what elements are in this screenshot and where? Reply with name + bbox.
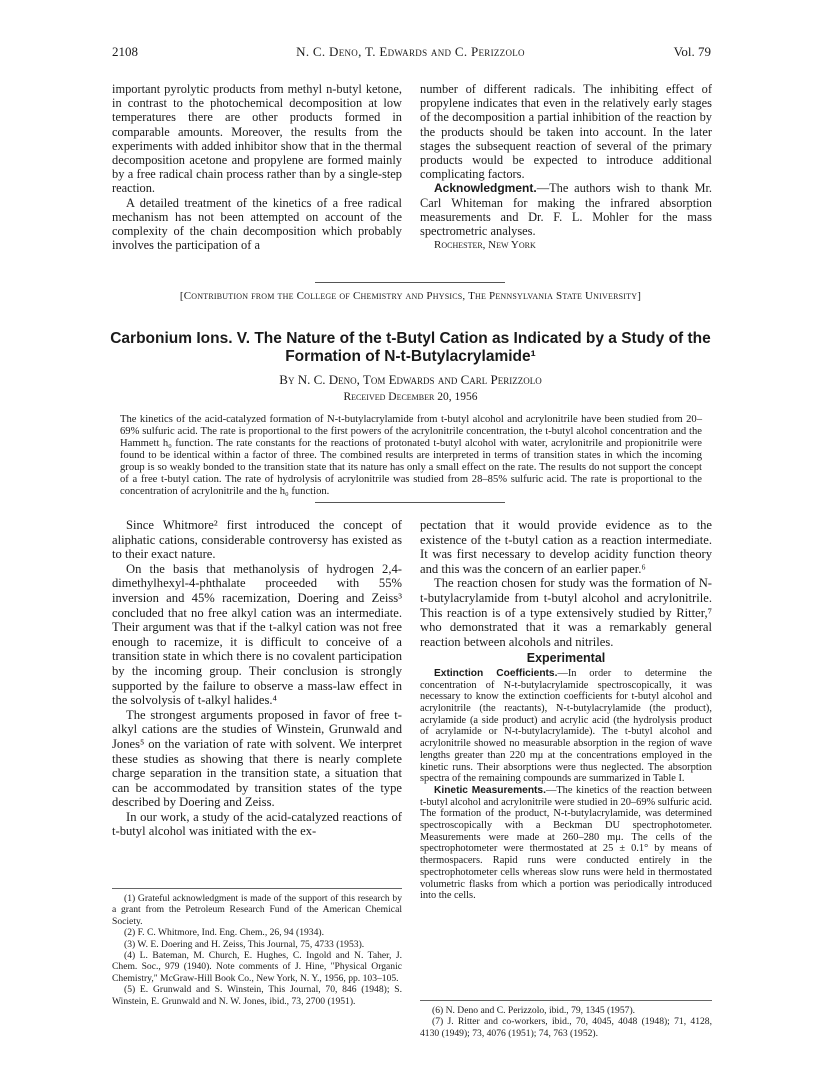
footnote-rule [420, 1000, 712, 1001]
footnote: (4) L. Bateman, M. Church, E. Hughes, C. Ingold and N. Taher, J. Chem. Soc., 979 (1940). Note comments of J. Hine, "Physical Organic Chemistry," McGraw-Hill Book Co., New York, N. Y., 1956, pp. 103–105. [112, 950, 402, 984]
prev-article-left-column [112, 82, 402, 252]
article-separator [315, 282, 505, 283]
kinetic-heading: Kinetic Measurements. [434, 784, 546, 796]
footnote: (2) F. C. Whitmore, Ind. Eng. Chem., 26, 94 (1934). [124, 927, 324, 939]
body-right-column [420, 518, 712, 902]
page-number: 2108 [112, 44, 138, 59]
footnotes-right [420, 1005, 712, 1039]
title-line-1: Carbonium Ions. V. The Nature of the t-Butyl Cation as Indicated by a Study of the [110, 330, 711, 347]
experimental-heading: Experimental [526, 651, 606, 666]
running-title: N. C. Deno, T. Edwards and C. Perizzolo [296, 44, 525, 59]
acknowledgment [420, 181, 712, 238]
acknowledgment-text: —The authors wish to thank Mr. Carl Whiteman for making the infrared absorption measurements and Dr. F. L. Mohler for the mass spectrometric analyses. [420, 181, 712, 239]
footnote: (3) W. E. Doering and H. Zeiss, This Journal, 75, 4733 (1953). [124, 938, 365, 950]
kinetic-text: —The kinetics of the reaction between t-butyl alcohol and acrylonitrile were studied in 20–69% sulfuric acid. The formation of the product, N-t-butylacrylamide, was determined spectroscopically with a Beckman DU spectrophotometer. Measurements were made at 260–280 mμ. The cells of the spectrophotometer were thermostated at 25 ± 0.1° by means of thermospacers. Rapid runs were conducted entirely in the spectrophotometer cells whereas slow runs were held in thermostated volumetric flasks from which a portion was periodically introduced into the cells. [420, 784, 713, 902]
footnote: (5) E. Grunwald and S. Winstein, This Journal, 70, 846 (1948); S. Winstein, E. Grunwald and N. W. Jones, ibid., 73, 2700 (1951). [112, 984, 402, 1007]
body-paragraph: In our work, a study of the acid-catalyzed reactions of t-butyl alcohol was initiated with the ex- [112, 809, 402, 839]
acknowledgment-heading: Acknowledgment. [434, 181, 537, 196]
prev-paragraph: important pyrolytic products from methyl n-butyl ketone, in contrast to the photochemical decomposition at low temperatures there are other products formed in comparable amounts. Moreover, the results from the experiments with added inhibitor show that in the thermal decomposition acetone and propylene are formed mainly by a free radical chain process rather than by a single-step reaction. [112, 82, 402, 196]
footnotes-left [112, 893, 402, 1007]
body-paragraph: The reaction chosen for study was the formation of N-t-butylacrylamide from t-butyl alcohol and acrylonitrile. This reaction is of a type extensively studied by Ritter,⁷ who demonstrated that it was a remarkably general reaction between alcohols and nitriles. [420, 576, 712, 649]
footnote: (6) N. Deno and C. Perizzolo, ibid., 79, 1345 (1957). [432, 1005, 636, 1016]
received-date: Received December 20, 1956 [343, 391, 478, 403]
prev-paragraph: A detailed treatment of the kinetics of a free radical mechanism has not been attempted on account of the complexity of the chain decomposition which probably involves the participation of a [112, 195, 402, 253]
footnote: (7) J. Ritter and co-workers, ibid., 70, 4045, 4048 (1948); 71, 4128, 4130 (1949); 73, 4076 (1951); 74, 763 (1952). [420, 1016, 712, 1039]
extinction-paragraph [420, 668, 712, 785]
volume-label: Vol. 79 [673, 44, 711, 59]
prev-paragraph: number of different radicals. The inhibiting effect of propylene indicates that even in the relatively early stages of the decomposition a partial inhibition of the reaction by the products should be taken into account. In the later stages the subsequent reaction of several of the primary products would be expected to introduce additional complicating factors. [420, 82, 712, 182]
body-paragraph: pectation that it would provide evidence as to the existence of the t-butyl cation as a reaction intermediate. It was first necessary to develop acidity function theory and this was the concern of an earlier paper.⁶ [420, 518, 712, 576]
body-paragraph: On the basis that methanolysis of hydrogen 2,4-dimethylhexyl-4-phthalate proceeded with 55% inversion and 45% racemization, Doering and Zeiss³ concluded that no free alkyl cation was an intermediate. Their argument was that if the t-alkyl cation was not free enough to racemize, it is difficult to conceive of a transition state in which there is no covalent participation by the incoming group. Their conclusion is strongly supported by the failure to observe a mass-law effect in the solvolysis of t-alkyl halides.⁴ [112, 561, 402, 708]
kinetic-paragraph [420, 785, 712, 902]
abstract: The kinetics of the acid-catalyzed formation of N-t-butylacrylamide from t-butyl alcohol and acrylonitrile have been studied from 20–69% sulfuric acid. The rate is proportional to the first powers of the acrylonitrile concentration, the t-butyl alcohol concentration and the Hammett h₀ function. The rate constants for the reactions of protonated t-butyl alcohol with water, acrylonitrile and propionitrile were found to be identical within a factor of three. The combined results are interpreted in terms of transition states in which the incoming group is so weakly bonded to the transition state that its nature has only a small effect on the rate. The results do not support the concept of a free t-butyl cation. The rate of hydrolysis of acrylonitrile was studied from 28–85% sulfuric acid. The rate is proportional to the concentration of acrylonitrile and the h₀ function. [120, 414, 702, 497]
abstract-separator [315, 502, 505, 503]
contribution-line: [Contribution from the College of Chemistry and Physics, The Pennsylvania State University] [179, 290, 642, 302]
footnote-rule [112, 888, 402, 889]
prev-article-right-column [420, 82, 712, 252]
footnote: (1) Grateful acknowledgment is made of the support of this research by a grant from the Petroleum Research Fund of the American Chemical Society. [112, 893, 402, 927]
extinction-heading: Extinction Coefficients. [434, 667, 558, 679]
body-left-column [112, 518, 402, 839]
body-paragraph: The strongest arguments proposed in favor of free t-alkyl cations are the studies of Winstein, Grunwald and Jones⁵ on the variation of rate with solvent. We interpret these studies as showing that there is nearly complete charge separation in the transition state, a situation that can be accommodated by transition states of the type described by Doering and Zeiss. [112, 707, 402, 810]
body-paragraph: Since Whitmore² first introduced the concept of aliphatic cations, considerable controversy has existed as to their exact nature. [112, 518, 402, 562]
authors-line: By N. C. Deno, Tom Edwards and Carl Perizzolo [279, 372, 542, 387]
title-line-2: Formation of N-t-Butylacrylamide¹ [285, 347, 536, 365]
extinction-text: —In order to determine the concentration of N-t-butylacrylamide spectroscopically, it was necessary to know the extinction coefficients for t-butyl alcohol and acrylonitrile (the reactants), N-t-butylacrylamide (the product), acrylamide (a side product) and acrylic acid (the hydrolysis product of acrylamide or N-t-butylacrylamide). The t-butyl alcohol and acrylonitrile showed no measurable absorption in the region of wave lengths greater than 220 mμ at the concentrations employed in the kinetic runs. Their absorptions were thus neglected. The absorption spectra of the remaining compounds are summarized in Table I. [420, 667, 712, 785]
location: Rochester, New York [434, 239, 536, 252]
article-title [100, 330, 721, 365]
